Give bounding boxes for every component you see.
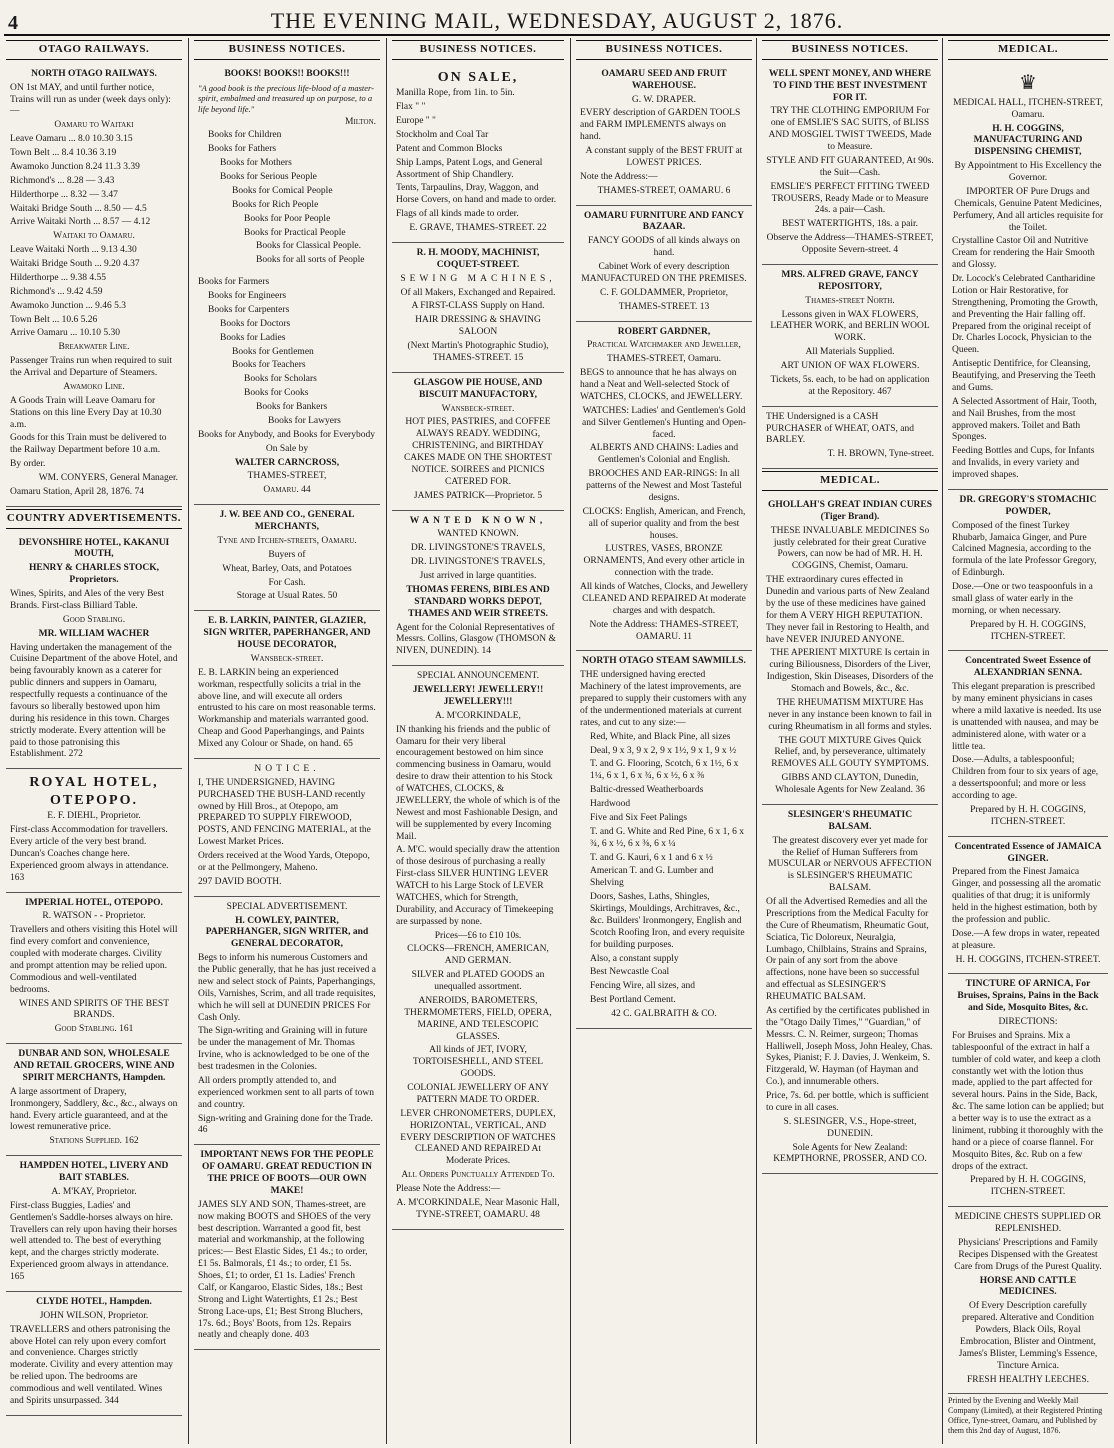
ad-text: Sign-writing and Graining done for the Trade. 46 xyxy=(198,1113,373,1136)
ad-signature: 297 DAVID BOOTH. xyxy=(198,876,282,887)
sale-item: Flax " " xyxy=(396,102,426,113)
brown-ad xyxy=(762,407,938,470)
ad-signature: T. H. BROWN, Tyne-street. xyxy=(827,449,934,460)
ghollah-ad xyxy=(762,495,938,805)
ad-text: BEGS to announce that he has always on hand a Neat and Well-selected Stock of WATCHES, CLOCKS, and JEWELLERY. xyxy=(580,368,743,402)
ad-text: Composed of the finest Turkey Rhubarb, Jamaica Ginger, and Pure Calcined Magnesia, according to the formula of the late Professor Gregory, of Edinburgh. xyxy=(952,520,1097,579)
ad-text: Lessons given in WAX FLOWERS, LEATHER WORK, and BERLIN WOOL WORK. xyxy=(770,309,930,344)
ad-address: THAMES-STREET, xyxy=(247,471,327,482)
ad-title: MEDICAL HALL, ITCHEN-STREET, Oamaru. xyxy=(953,97,1103,120)
ad-list-item: WATCHES: Ladies' and Gentlemen's Gold and Silver Gentlemen's Hunting and Open-faced. xyxy=(582,405,746,440)
ad-text: Of all Makers, Exchanged and Repaired. xyxy=(400,287,556,298)
ad-text: Stations Supplied. 162 xyxy=(49,1136,139,1147)
section-header-country: COUNTRY ADVERTISEMENTS. xyxy=(6,509,182,529)
sawmills-ad xyxy=(576,651,752,1029)
section-header-business: BUSINESS NOTICES. xyxy=(762,40,938,60)
ad-list-item: Antiseptic Dentifrice, for Cleansing, Beautifying, and Preserving the Teeth and Gums. xyxy=(952,359,1096,393)
ad-signature: S. SLESINGER, V.S., Hope-street, DUNEDIN. xyxy=(783,1116,917,1139)
ad-text: Just arrived in large quantities. xyxy=(419,571,537,581)
cowley-ad xyxy=(194,897,380,1146)
rail-title: NORTH OTAGO RAILWAYS. xyxy=(31,68,157,79)
timber-item: Hardwood xyxy=(590,799,631,809)
ad-text: THE GOUT MIXTURE Gives Quick Relief, and, by perseverance, ultimately REMOVES ALL GOUTY SYMPTOMS. xyxy=(771,735,929,770)
ad-title: JEWELLERY! JEWELLERY!! JEWELLERY!!! xyxy=(412,685,544,707)
ad-text: A. M'C. would specially draw the attention of those desirous of purchasing a really First-class SILVER HUNTING LEVER WATCH to his Large Stock of LEVER WATCHES, which for Strength, Durability, and Accuracy of Timekeeping are surpassed by none. xyxy=(396,845,560,927)
ad-text: By Appointment to His Excellency the Governor. xyxy=(954,161,1102,183)
books-item: Books for Bankers xyxy=(256,402,328,412)
ad-text: DR. LIVINGSTONE'S TRAVELS, xyxy=(410,557,546,568)
ad-text: HAIR DRESSING & SHAVING SALOON xyxy=(415,315,541,338)
timetable-up xyxy=(10,245,178,340)
ad-signature: Prepared by H. H. COGGINS, ITCHEN-STREET. xyxy=(970,804,1086,827)
awamoko-text: A Goods Train will Leave Oamaru for Stations on this line Every Day at 10.30 a.m. xyxy=(10,395,162,430)
ad-text: Agent for the Colonial Representatives of Messrs. Collins, Glasgow (THOMSON & NIVEN, DUNEDIN). 14 xyxy=(396,622,556,657)
rail-intro: ON 1st MAY, and until further notice, Trains will run as under (week days only):— xyxy=(10,82,171,117)
ad-title: DEVONSHIRE HOTEL, KAKANUI MOUTH, xyxy=(18,537,170,560)
ad-text: Begs to inform his numerous Customers and the Public generally, that he has just received a new and select stock of Paints, Paperhangings, Oils, Varnishes, Scrim, and all trade requisites, which he will sell at DUNEDIN PRICES For Cash Only. xyxy=(198,953,376,1023)
ad-text: A constant supply of the BEST FRUIT at LOWEST PRICES. xyxy=(585,146,743,168)
by-order: By order. xyxy=(10,459,46,470)
ad-kicker: SPECIAL ADVERTISEMENT. xyxy=(226,901,348,912)
ad-proprietor: WALTER CARNCROSS, xyxy=(234,457,340,468)
sale-item: Ship Lamps, Patent Logs, and General Assortment of Ship Chandlery. xyxy=(396,157,543,180)
ad-title: NOTICE. xyxy=(254,763,320,774)
sale-item: Flags of all kinds made to order. xyxy=(396,209,519,220)
timetable-row: Richmond's ... 8.28 — 3.43 xyxy=(10,175,115,186)
ad-signature: Prepared by H. H. COGGINS, ITCHEN-STREET. xyxy=(970,619,1086,642)
ad-address: (Next Martin's Photographic Studio), THAMES-STREET. 15 xyxy=(407,341,549,363)
royal-crest-icon: ♛ xyxy=(1019,71,1037,94)
ad-address: Tyne and Itchen-streets, Oamaru. xyxy=(217,535,357,546)
column-rule xyxy=(188,38,189,1444)
railway-notice xyxy=(6,64,182,507)
section-header-business: BUSINESS NOTICES. xyxy=(392,40,564,60)
ad-text: FRESH HEALTHY LEECHES. xyxy=(966,1374,1089,1385)
ad-subtitle: DIRECTIONS: xyxy=(998,1017,1058,1027)
ad-title: ROBERT GARDNER, xyxy=(617,326,711,337)
timetable-row: Leave Waitaki North ... 9.13 4.30 xyxy=(10,245,137,256)
ad-address: A. M'CORKINDALE, Near Masonic Hall, TYNE-STREET, OAMARU. 48 xyxy=(396,1197,560,1220)
ad-text: First-class Accommodation for travellers. Every article of the very best brand. Duncan's Coaches change here. Experienced groom always in attendance. 163 xyxy=(10,825,169,883)
ad-text: THE Undersigned is a CASH PURCHASER of WHEAT, OATS, and BARLEY. xyxy=(766,411,914,446)
ad-list-item: Crystalline Castor Oil and Nutritive Cream for rendering the Hair Smooth and Glossy. xyxy=(952,236,1095,271)
ad-text: Buyers of xyxy=(268,549,306,560)
ad-text: FANCY GOODS of all kinds always on hand. xyxy=(588,236,740,259)
ad-text: Good Stabling. 161 xyxy=(54,1024,134,1035)
ad-text: Storage at Usual Rates. 50 xyxy=(236,591,338,602)
imperial-hotel-ad xyxy=(6,893,182,1045)
ad-text: TRY THE CLOTHING EMPORIUM For one of EMSLIE'S SAC SUITS, of BLISS AND MOSGIEL TWIST TWEEDS, Made to Measure. xyxy=(768,106,932,152)
books-ad xyxy=(194,64,380,505)
ad-text: IN thanking his friends and the public of Oamaru for their very liberal encouragement bestowed on him since commencing business in Oamaru, would desire to draw their attention to his Stock of WATCHES, CLOCKS, & JEWELLERY, the whole of which is of the Newest and most Fashionable Design, and will be supplemented by every Incoming Mail. xyxy=(396,724,560,842)
column-rule xyxy=(386,38,387,1444)
ad-proprietor: C. F. GOLDAMMER, Proprietor, xyxy=(600,287,728,298)
ad-text: Prepared from the Finest Jamaica Ginger, and possessing all the aromatic qualities of that drug; it is uniformly held in the highest estimation, both by the profession and public. xyxy=(952,867,1101,925)
ad-text: THESE INVALUABLE MEDICINES So justly celebrated for their great Curative Powers, can now be had of MR. H. H. COGGINS, Chemist, Oamaru. xyxy=(770,525,930,572)
ad-text: THE RHEUMATISM MIXTURE Has never in any instance been known to fail in curing Rheumatism in all forms and styles. xyxy=(768,697,932,732)
ad-text: On Sale by xyxy=(265,443,309,454)
ad-title: IMPORTANT NEWS FOR THE PEOPLE OF OAMARU. GREAT REDUCTION IN THE PRICE OF BOOTS—OUR OWN MAKE! xyxy=(200,1150,374,1196)
ad-proprietor: G. W. DRAPER. xyxy=(631,94,697,105)
ad-list-item: A Selected Assortment of Hair, Tooth, and Nail Brushes, from the most approved makers. Toilet and Bath Sponges. xyxy=(952,396,1097,443)
sale-item: Patent and Common Blocks xyxy=(396,143,503,154)
ad-address: Thames-street North. xyxy=(805,295,895,306)
books-item: Books for Serious People xyxy=(220,172,317,182)
chests-ad xyxy=(948,1207,1108,1394)
ad-title: SLESINGER'S RHEUMATIC BALSAM. xyxy=(787,809,913,832)
ad-proprietor: E. F. DIEHL, Proprietor. xyxy=(47,811,141,822)
larkin-ad xyxy=(194,611,380,759)
section-header-railways: OTAGO RAILWAYS. xyxy=(6,40,182,60)
ad-text: DR. LIVINGSTONE'S TRAVELS, xyxy=(410,543,546,554)
ad-list-item: CLOCKS: English, American, and French, all of superior quality and from the best houses. xyxy=(582,506,746,541)
sly-boots-ad xyxy=(194,1145,380,1350)
ad-text: HOT PIES, PASTRIES, and COFFEE ALWAYS READY. WEDDING, CHRISTENING, and BIRTHDAY CAKES MADE ON THE SHORTEST NOTICE. SOIREES and PICNICS CATERED FOR. xyxy=(403,417,553,487)
ad-text: Good Stabling. xyxy=(62,614,126,625)
gregory-ad xyxy=(948,490,1108,652)
ad-address: THAMES-STREET, Oamaru. xyxy=(606,354,722,365)
ad-text: Of all the Advertised Remedies and all the Prescriptions from the Medical Faculty for the Cure of Rheumatism, Rheumatic Gout, Sciatica, Tic Doloreux, Neuralgia, Lumbago, Chilblains, Strains and Sprains, Or pain of any sort from the above affections, none have been so successful and effectual as SLESINGER'S RHEUMATIC BALSAM. xyxy=(766,897,929,1002)
ad-text: Of Every Description carefully prepared. Alterative and Condition Powders, Black Oils, Royal Embrocation, Blister and Ointment, James's Blister, Lemming's Essence, Tincture Arnica. xyxy=(958,1301,1098,1371)
ad-text: THE extraordinary cures effected in Dunedin and various parts of New Zealand by the use of these medicines have gained for them A VERY HIGH REPUTATION. They never fail in Restoring to Health, and have NEVER INJURED ANYONE. xyxy=(766,575,930,645)
ad-text: All Materials Supplied. xyxy=(805,347,895,358)
page-number: 4 xyxy=(8,12,18,34)
ad-list-item: ALBERTS AND CHAINS: Ladies and Gentlemen's Colonial and English. xyxy=(589,443,739,466)
books-item: Books for Doctors xyxy=(220,318,291,329)
ad-text: Please Note the Address:— xyxy=(396,1184,501,1194)
ad-text: All orders promptly attended to, and experienced workmen sent to all parts of town and country. xyxy=(198,1075,374,1110)
ferens-ad xyxy=(392,511,564,667)
ad-list-item: Dr. Locock's Celebrated Cantharidine Lotion or Hair Restorative, for Strengthening, Promoting the Growth, and Preventing the Hair falling off. Prepared from the original receipt of Dr. Charles Locock, Physician to the Queen. xyxy=(952,274,1098,356)
books-item: Books for Scholars xyxy=(244,374,317,385)
ad-title: GLASGOW PIE HOUSE, AND BISCUIT MANUFACTORY, xyxy=(413,377,543,400)
timetable-row: Leave Oamaru ... 8.0 10.30 3.15 xyxy=(10,134,133,145)
ad-list-item: COLONIAL JEWELLERY OF ANY PATTERN MADE TO ORDER. xyxy=(407,1083,549,1105)
ad-text: Wheat, Barley, Oats, and Potatoes xyxy=(222,563,352,574)
rail-to-oamaru: Waitaki to Oamaru. xyxy=(53,231,135,242)
ad-list-item: All kinds of JET, IVORY, TORTOISESHELL, AND STEEL GOODS. xyxy=(412,1045,544,1080)
column-rule xyxy=(756,38,757,1444)
ad-address: Oamaru. 44 xyxy=(263,485,311,496)
ad-proprietor: THOMAS FERENS, BIBLES AND STANDARD WORKS DEPOT, THAMES AND WEIR STREETS. xyxy=(406,584,550,619)
ad-title: HAMPDEN HOTEL, LIVERY AND BAIT STABLES. xyxy=(19,1161,169,1183)
ad-text: Orders received at the Wood Yards, Otepopo, or at the Pellmongery, Maheno. xyxy=(198,851,370,873)
timber-item: Deal, 9 x 3, 9 x 2, 9 x 1½, 9 x 1, 9 x ½ xyxy=(590,745,737,756)
column-3 xyxy=(392,38,564,1444)
grave-sale-ad xyxy=(392,64,564,243)
books-item: Books for Farmers xyxy=(198,277,270,288)
ad-text: Having undertaken the management of the Cuisine Department of the above Hotel, and being favourably known as a caterer for public dinners and suppers in Oamaru, respectfully requests a continuance of the favours so liberally bestowed upon him during his residence in this town. Charges strictly moderate. Every attention will be paid to those patronising this Establishment. 272 xyxy=(10,642,178,760)
ad-text: The greatest discovery ever yet made for the Relief of Human Sufferers from MUSCULAR or NERVOUS AFFECTION is SLESINGER'S RHEUMATIC BALSAM. xyxy=(768,835,932,894)
ad-title: GHOLLAH'S GREAT INDIAN CURES (Tiger Brand). xyxy=(767,499,933,522)
ad-address: THAMES-STREET, OAMARU. 6 xyxy=(597,185,731,196)
books-item: Books for Ladies xyxy=(220,332,286,343)
rail-to-waitaki: Oamaru to Waitaki xyxy=(54,120,134,131)
timetable-row: Town Belt ... 8.4 10.36 3.19 xyxy=(10,148,117,158)
ad-quote: "A good book is the precious life-blood of a master-spirit, embalmed and treasured up on purpose, to a life beyond life." xyxy=(198,82,374,114)
ad-signature: GIBBS AND CLAYTON, Dunedin, Wholesale Agents for New Zealand. 36 xyxy=(775,773,925,795)
ad-signature: 42 C. GALBRAITH & CO. xyxy=(611,1009,717,1019)
section-header-business: BUSINESS NOTICES. xyxy=(576,40,752,60)
ad-text: As certified by the certificates published in the "Otago Daily Times," "Guardian," of Messrs. C. N. Reimer, surgeon; Thomas Halliwell, Joseph Moss, John Healey, Chas. Sykes, Pianist; F. J. Davies, J. Wenkeim, S. Fitzgerald, W. Hayman (of Hayman and Co.), and innumerable others. xyxy=(766,1005,933,1088)
ad-text: All Orders Punctually Attended To. xyxy=(401,1170,555,1181)
ad-text: For Cash. xyxy=(268,577,306,588)
timber-item: Also, a constant supply xyxy=(590,953,679,964)
ad-subtitle: HORSE AND CATTLE MEDICINES. xyxy=(979,1275,1077,1298)
ad-proprietor: R. WATSON - - Proprietor. xyxy=(42,911,146,922)
timetable-down xyxy=(10,134,178,229)
ad-address: Wansbeck-street. xyxy=(250,653,324,664)
column-5 xyxy=(762,38,938,1444)
booth-notice-ad xyxy=(194,759,380,897)
ad-signature: Prepared by H. H. COGGINS, ITCHEN-STREET. xyxy=(970,1175,1086,1198)
ad-text: First-class Buggies, Ladies' and Gentlemen's Saddle-horses always on hire. Travellers can rely upon having their horses well attended to. The best of everything kept, and the charges strictly moderate. Experienced groom always in attendance. 165 xyxy=(10,1200,177,1282)
mcorkindale-ad xyxy=(392,666,564,1230)
ad-title: WELL SPENT MONEY, AND WHERE TO FIND THE BEST INVESTMENT FOR IT. xyxy=(768,68,932,103)
ad-list-item: CLOCKS—FRENCH, AMERICAN, AND GERMAN. xyxy=(407,944,549,967)
timetable-row: Awamoko Junction 8.24 11.3 3.39 xyxy=(10,161,140,172)
hampden-hotel-ad xyxy=(6,1156,182,1292)
sale-item: Manilla Rope, from 1in. to 5in. xyxy=(396,88,515,99)
ad-text: Travellers and others visiting this Hotel will find every comfort and convenience, coupled with moderate charges. Civility and prompt attention may be relied upon. Commodious and well-ventilated bedrooms. xyxy=(10,925,178,995)
ad-title: J. W. BEE AND CO., GENERAL MERCHANTS, xyxy=(219,510,355,532)
ad-proprietor: HENRY & CHARLES STOCK, Proprietors. xyxy=(28,563,160,586)
ad-subtitle: SEWING MACHINES, xyxy=(400,273,556,284)
ad-address: Wansbeck-street. xyxy=(441,403,515,414)
ad-text: Tickets, 5s. each, to be had on application at the Repository. 467 xyxy=(770,374,930,397)
timber-item: Five and Six Feet Palings xyxy=(590,812,688,823)
breakwater-heading: Breakwater Line. xyxy=(58,342,130,353)
ad-title: Concentrated Sweet Essence of ALEXANDRIAN SENNA. xyxy=(965,656,1091,679)
timber-item: American T. and G. Lumber and Shelving xyxy=(590,866,714,889)
ad-text: WINES AND SPIRITS OF THE BEST BRANDS. xyxy=(19,998,169,1021)
timber-item: Best Newcastle Coal xyxy=(590,967,670,978)
column-2 xyxy=(194,38,380,1444)
goldammer-ad xyxy=(576,206,752,322)
ad-title: WANTED KNOWN, xyxy=(409,515,547,526)
timber-item: T. and G. White and Red Pine, 6 x 1, 6 x ¾, 6 x ½, 6 x ⅜, 6 x ¼ xyxy=(590,826,744,849)
timber-item: Best Portland Cement. xyxy=(590,995,676,1006)
books-item: Books for Cooks xyxy=(244,388,309,399)
ad-signature: JAMES PATRICK—Proprietor. 5 xyxy=(413,490,543,501)
books-item: Books for Teachers xyxy=(232,360,306,371)
ad-subtitle: MR. WILLIAM WACHER xyxy=(38,628,150,639)
books-item: Books for Practical People xyxy=(244,227,346,238)
ad-list-item: All kinds of Watches, Clocks, and Jewellery CLEANED AND REPAIRED At moderate charges and with despatch. xyxy=(580,582,748,616)
timber-item: T. and G. Kauri, 6 x 1 and 6 x ½ xyxy=(590,852,713,863)
timetable-row: Hilderthorpe ... 8.32 — 3.47 xyxy=(10,189,118,200)
timetable-row: Hilderthorpe ... 9.38 4.55 xyxy=(10,272,107,283)
ad-text: The Sign-writing and Graining will in future be under the management of Mr. Thomas Irvine, who is acknowledged to be one of the best tradesmen in the Colonies. xyxy=(198,1026,370,1072)
ad-text: Dose.—One or two teaspoonfuls in a small glass of water early in the morning, or when necessary. xyxy=(952,582,1093,616)
ad-text: THE APERIENT MIXTURE Is certain in curing Biliousness, Disorders of the Liver, Indigestion, Skin Diseases, Disorders of the Stomach and Bowels, &c., &c. xyxy=(766,648,934,694)
section-header-business: BUSINESS NOTICES. xyxy=(194,40,380,60)
section-header-medical: MEDICAL. xyxy=(762,471,938,491)
ad-text: BEST WATERTIGHTS, 18s. a pair. xyxy=(781,219,919,230)
timetable-row: Arrive Oamaru ... 10.10 5.30 xyxy=(10,328,121,339)
books-item: Books for Children xyxy=(208,130,282,141)
ad-text: This elegant preparation is prescribed by many eminent physicians in cases where a mild laxative is needed. Its use is unattended with nausea, and may be administered alone, with water or a little tea. xyxy=(952,682,1102,752)
books-item: Books for Comical People xyxy=(232,185,333,196)
ad-proprietor: A. M'CORKINDALE, xyxy=(435,710,521,721)
ad-title: R. H. MOODY, MACHINIST, COQUET-STREET. xyxy=(416,247,540,270)
ad-title: TINCTURE OF ARNICA, For Bruises, Sprains, Pains in the Back and Side, Mosquito Bites, &c. xyxy=(957,979,1099,1014)
column-6 xyxy=(948,38,1108,1444)
slesinger-ad xyxy=(762,805,938,1174)
royal-hotel-ad xyxy=(6,769,182,892)
ginger-ad xyxy=(948,837,1108,975)
books-item: Books for Carpenters xyxy=(208,304,290,315)
ad-text: Physicians' Prescriptions and Family Recipes Dispensed with the Greatest Care from Drugs of the Purest Quality. xyxy=(954,1237,1102,1272)
ad-title: ON SALE, xyxy=(437,69,519,85)
ad-text: Note the Address:— xyxy=(580,171,658,182)
books-item: Books for Mothers xyxy=(220,158,292,169)
timetable-row: Town Belt ... 10.6 5.26 xyxy=(10,314,98,325)
ad-text: Prices—£6 to £10 10s. xyxy=(434,930,522,941)
timetable-row: Waitaki Bridge South ... 8.50 — 4.5 xyxy=(10,203,147,214)
moody-ad xyxy=(392,243,564,373)
ad-text: TRAVELLERS and others patronising the above Hotel can rely upon every comfort and convenience. Charges strictly moderate. Civility and every attention may be relied upon. The bedrooms are commodious and well ventilated. Wines and Spirits unsurpassed. 344 xyxy=(10,1324,174,1406)
sale-item: Europe " " xyxy=(396,116,436,126)
glasgow-pie-ad xyxy=(392,373,564,511)
timetable-row: Waitaki Bridge South ... 9.20 4.37 xyxy=(10,259,140,269)
timber-item: T. and G. Flooring, Scotch, 6 x 1½, 6 x 1¼, 6 x 1, 6 x ¾, 6 x ½, 6 x ⅜ xyxy=(590,759,739,782)
ad-list-item: LEVER CHRONOMETERS, DUPLEX, HORIZONTAL, VERTICAL, AND EVERY DESCRIPTION OF WATCHES CLEANED AND REPAIRED At Moderate Prices. xyxy=(400,1108,556,1167)
goods-text: Goods for this Train must be delivered to the Railway Department before 10 a.m. xyxy=(10,433,167,456)
ad-text: THE undersigned having erected Machinery of the latest improvements, are prepared to supply their customers with any of the undermentioned materials at current rates, and cut to any size:— xyxy=(580,670,747,728)
ad-title: IMPERIAL HOTEL, OTEPOPO. xyxy=(25,897,163,908)
timetable-row: Arrive Waitaki North ... 8.57 — 4.12 xyxy=(10,217,151,228)
devonshire-ad xyxy=(6,533,182,770)
bee-ad xyxy=(194,505,380,611)
ad-list-item: LUSTRES, VASES, BRONZE ORNAMENTS, And every other article in connection with the trade. xyxy=(583,544,745,579)
ad-title: MEDICINE CHESTS SUPPLIED OR REPLENISHED. xyxy=(954,1212,1102,1234)
ad-text: EVERY description of GARDEN TOOLS and FARM IMPLEMENTS always on hand. xyxy=(580,108,741,143)
dunbar-ad xyxy=(6,1044,182,1156)
ad-text: Cabinet Work of every description MANUFACTURED ON THE PREMISES. xyxy=(581,262,747,284)
ad-title: H. COWLEY, PAINTER, PAPERHANGER, SIGN WRITER, and GENERAL DECORATOR, xyxy=(205,915,369,950)
ad-address: Note the Address: THAMES-STREET, OAMARU. 11 xyxy=(589,619,739,642)
grave-repository-ad xyxy=(762,265,938,407)
ad-title: ROYAL HOTEL, OTEPOPO. xyxy=(29,775,159,808)
ad-text: JAMES SLY AND SON, Thames-street, are now making BOOTS and SHOES of the very best description. Warranted a good fit, best material and workmanship, at the following prices:— Best Elastic Sides, £1 4s.; to order, £1 5s. Balmorals, £1 4s.; to order, £1 5s. Shoes, £1; to order, £1 1s. Ladies' French Calf, or Kangaroo, Elastic Sides, 18s.; Best Strong and Light Watertights, £1 2s.; Best Strong Lace-ups, £1; Best Strong Bluchers, 17s. 6d.; Boys' Boots, from 12s. Repairs neatly and cheaply done. 403 xyxy=(198,1199,371,1341)
clyde-hotel-ad xyxy=(6,1292,182,1416)
ad-text: Price, 7s. 6d. per bottle, which is sufficient to cure in all cases. xyxy=(766,1091,929,1113)
ad-title: NORTH OTAGO STEAM SAWMILLS. xyxy=(582,656,746,667)
ad-signature: H. H. COGGINS, ITCHEN-STREET. xyxy=(955,954,1101,965)
ad-proprietor: H. H. COGGINS, MANUFACTURING AND DISPENSING CHEMIST, xyxy=(973,123,1083,158)
ad-text: A large assortment of Drapery, Ironmongery, Saddlery, &c., &c., always on hand. Every article guaranteed, and at the lowest remunerative price. xyxy=(10,1086,178,1133)
ad-signature: E. GRAVE, THAMES-STREET. 22 xyxy=(409,223,547,233)
ad-quote-author: Milton. xyxy=(344,116,376,127)
timber-item: Fencing Wire, all sizes, and xyxy=(590,981,695,992)
timetable-row: Awamoko Junction ... 9.46 5.3 xyxy=(10,300,127,311)
column-rule xyxy=(570,38,571,1444)
ad-title: Concentrated Essence of JAMAICA GINGER. xyxy=(954,841,1102,864)
section-header-medical: MEDICAL. xyxy=(948,40,1108,60)
ad-title: MRS. ALFRED GRAVE, FANCY REPOSITORY, xyxy=(781,269,919,292)
ad-text: STYLE AND FIT GUARANTEED, At 90s. the Suit—Cash. xyxy=(766,155,934,178)
timber-item: Red, White, and Black Pine, all sizes xyxy=(590,731,731,742)
emslie-ad xyxy=(762,64,938,265)
ad-text: Dose.—A few drops in water, repeated at pleasure. xyxy=(952,928,1100,951)
ad-subtitle: ART UNION OF WAX FLOWERS. xyxy=(780,361,920,371)
ad-proprietor: A. M'KAY, Proprietor. xyxy=(51,1186,137,1197)
books-item: Books for all sorts of People xyxy=(256,255,365,266)
books-item: Books for Poor People xyxy=(244,213,331,224)
column-rule xyxy=(942,38,943,1444)
books-item: Books for Engineers xyxy=(208,291,287,301)
ad-title: OAMARU SEED AND FRUIT WAREHOUSE. xyxy=(601,68,727,91)
ad-list-item: ANEROIDS, BAROMETERS, THERMOMETERS, FIELD, OPERA, MARINE, AND TELESCOPIC GLASSES. xyxy=(404,995,552,1042)
ad-list-item: BROOCHES AND EAR-RINGS: In all patterns of the Newest and Most Tasteful designs. xyxy=(586,469,742,503)
column-1 xyxy=(6,38,182,1444)
newspaper-title: THE EVENING MAIL, WEDNESDAY, AUGUST 2, 1876. xyxy=(270,8,844,33)
ad-text: Dose.—Adults, a tablespoonful; Children from four to six years of age, a dessertspoonful; and more or less according to age. xyxy=(952,755,1099,801)
books-item: Books for Classical People. xyxy=(256,241,362,252)
ad-subtitle: WANTED KNOWN. xyxy=(437,529,519,540)
books-item: Books for Rich People xyxy=(232,199,319,210)
sale-item: Tents, Tarpaulins, Dray, Waggon, and Horse Covers, on hand and made to order. xyxy=(396,183,557,206)
sale-item: Stockholm and Coal Tar xyxy=(396,129,489,140)
ad-title: OAMARU FURNITURE AND FANCY BAZAAR. xyxy=(584,210,744,233)
books-item: Books for Fathers xyxy=(208,144,277,155)
rail-signoff: Oamaru Station, April 28, 1876. 74 xyxy=(10,486,145,497)
rail-signer: WM. CONYERS, General Manager. xyxy=(38,473,178,483)
timber-item: Baltic-dressed Weatherboards xyxy=(590,785,704,796)
senna-ad xyxy=(948,651,1108,836)
breakwater-text: Passenger Trains run when required to suit the Arrival and Departure of Steamers. xyxy=(10,356,173,378)
ad-text: A FIRST-CLASS Supply on Hand. xyxy=(411,301,545,312)
books-item: Books for Lawyers xyxy=(268,415,341,426)
ad-text: Sole Agents for New Zealand: KEMPTHORNE, PROSSER, AND CO. xyxy=(773,1142,927,1165)
masthead xyxy=(0,0,1114,34)
timber-item: Doors, Sashes, Laths, Shingles, Skirtings, Mouldings, Architraves, &c., &c. Builders' Ironmongery, English and Scotch Roofing Iron, and every requisite for building purposes. xyxy=(590,892,745,950)
timetable-row: Richmond's ... 9.42 4.59 xyxy=(10,286,103,297)
ad-list-item: SILVER and PLATED GOODS an unequalled assortment. xyxy=(411,970,545,992)
ad-text: EMSLIE'S PERFECT FITTING TWEED TROUSERS, Ready Made or to Measure 24s. a pair—Cash. xyxy=(770,181,930,216)
books-item: Books for Gentlemen xyxy=(232,346,314,357)
column-4 xyxy=(576,38,752,1444)
ad-address: Observe the Address—THAMES-STREET, Opposite Severn-street. 4 xyxy=(766,233,934,255)
ad-text: I, THE UNDERSIGNED, HAVING PURCHASED THE BUSH-LAND recently owned by Hill Bros., at Otepopo, am PREPARED TO SUPPLY FIREWOOD, POSTS, AND FENCING MATERIAL, at the Lowest Market Prices. xyxy=(198,777,371,848)
ad-kicker: SPECIAL ANNOUNCEMENT. xyxy=(417,671,539,682)
ad-title: BOOKS! BOOKS!! BOOKS!!! xyxy=(224,68,350,79)
awamoko-heading: Awamoko Line. xyxy=(63,381,125,392)
draper-ad xyxy=(576,64,752,206)
ad-list-item: Feeding Bottles and Cups, for Infants and Invalids, in every variety and improved shapes. xyxy=(952,446,1095,480)
ad-text: IMPORTER OF Pure Drugs and Chemicals, Genuine Patent Medicines, Perfumery, And all articles requisite for the Toilet. xyxy=(952,186,1104,233)
gardner-ad xyxy=(576,322,752,652)
ad-subtitle: Practical Watchmaker and Jeweller, xyxy=(587,340,741,351)
ad-text: E. B. LARKIN being an experienced workman, respectfully solicits a trial in the above line, and will execute all orders entrusted to his care on most reasonable terms. Workmanship and materials warranted good. Cheap and Good Paperhangings, and Paints Mixed any Colour or Shade, on hand. 65 xyxy=(198,667,376,749)
ad-text: Wines, Spirits, and Ales of the very Best Brands. First-class Billiard Table. xyxy=(10,589,164,611)
ad-title: DUNBAR AND SON, WHOLESALE AND RETAIL GROCERS, WINE AND SPIRIT MERCHANTS, Hampden. xyxy=(13,1049,175,1083)
ad-address: THAMES-STREET. 13 xyxy=(618,301,710,312)
ad-title: CLYDE HOTEL, Hampden. xyxy=(36,1296,152,1307)
printer-imprint: Printed by the Evening and Weekly Mail Company (Limited), at their Registered Printing Office, Tyne-street, Oamaru, and Published by them this 2nd day of August, 1876. xyxy=(948,1396,1103,1436)
ad-text: For Bruises and Sprains. Mix a tablespoonful of the extract in half a tumbler of cold water, and keep a cloth constantly wet with the lotion thus made, applied to the part affected for several hours. Pains in the Side, Back, &c. The same lotion can be applied; but a better way is to use the extract as a liniment, rubbing it thoroughly with the hand or a piece of coarse flannel. For Mosquito Bites, &c. Rub on a few drops of the extract. xyxy=(952,1030,1104,1172)
coggins-ad xyxy=(948,64,1108,490)
arnica-ad xyxy=(948,974,1108,1207)
masthead-rule xyxy=(4,34,1110,36)
books-item: Books for Anybody, and Books for Everybody xyxy=(198,429,375,440)
ad-proprietor: JOHN WILSON, Proprietor. xyxy=(39,1310,149,1321)
ad-title: DR. GREGORY'S STOMACHIC POWDER, xyxy=(959,494,1097,517)
ad-title: E. B. LARKIN, PAINTER, GLAZIER, SIGN WRITER, PAPERHANGER, AND HOUSE DECORATOR, xyxy=(203,616,371,650)
